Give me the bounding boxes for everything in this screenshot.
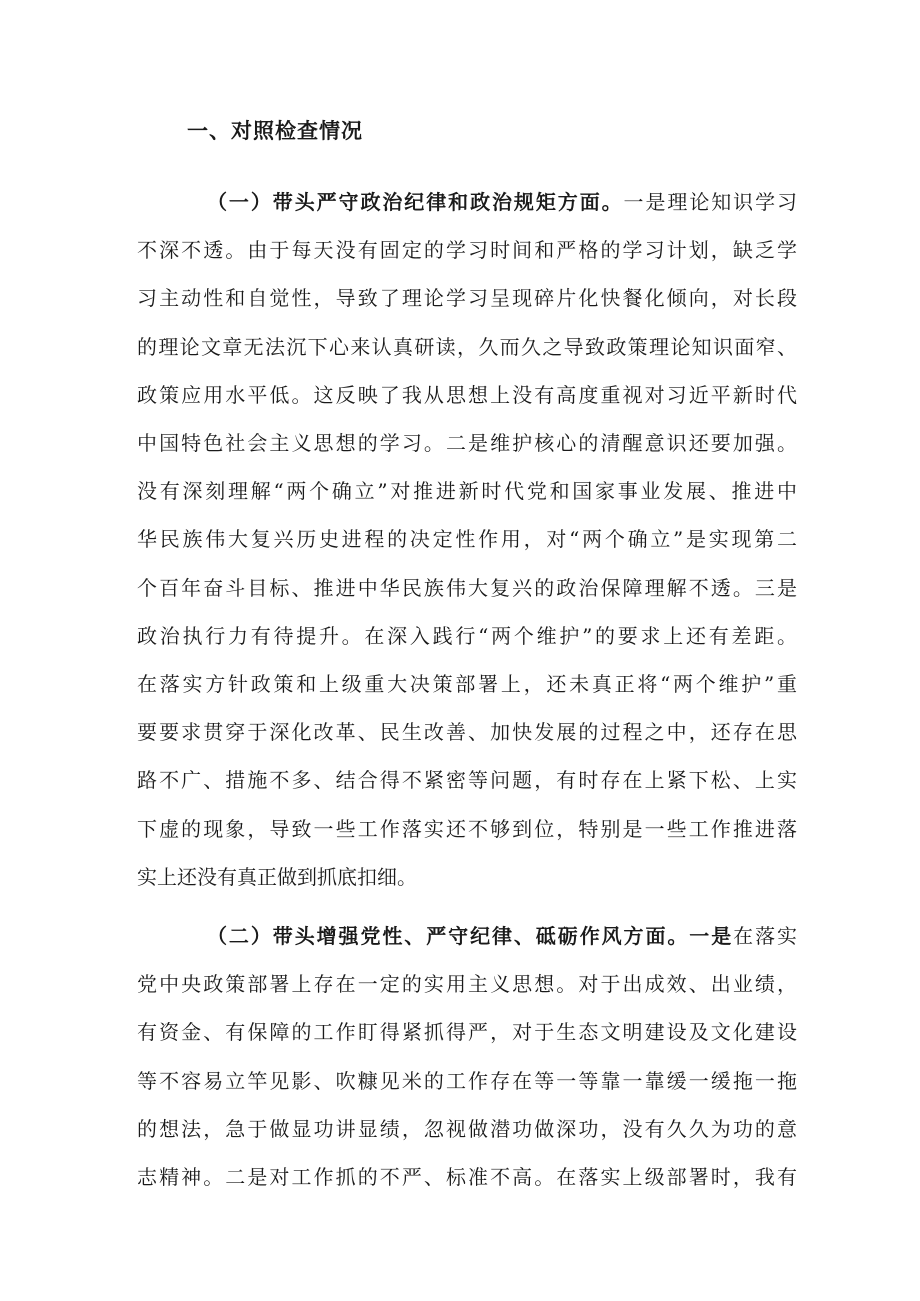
paragraph-line: 志精神。二是对工作抓的不严、标准不高。在落实上级部署时，我有 <box>137 1165 797 1190</box>
section-heading: 一、对照检查情况 <box>187 118 363 143</box>
paragraph-line: 中国特色社会主义思想的学习。二是维护核心的清醒意识还要加强。 <box>137 431 797 456</box>
paragraph-line: 有资金、有保障的工作盯得紧抓得严，对于生态文明建设及文化建设 <box>137 1020 797 1045</box>
paragraph-political-discipline <box>137 178 797 901</box>
paragraph-line: 要要求贯穿于深化改革、民生改善、加快发展的过程之中，还存在思 <box>137 720 797 745</box>
paragraph-line: 在落实方针政策和上级重大决策部署上，还未真正将“两个维护”重 <box>137 672 797 697</box>
paragraph-text: 在落实 <box>733 924 798 948</box>
paragraph-line: 政策应用水平低。这反映了我从思想上没有高度重视对习近平新时代 <box>137 382 797 407</box>
paragraph-party-spirit <box>137 912 797 1201</box>
paragraph-line: 下虚的现象，导致一些工作落实还不够到位，特别是一些工作推进落 <box>137 816 797 841</box>
paragraph-line: 等不容易立竿见影、吹糠见米的工作存在等一等靠一靠缓一缓拖一拖 <box>137 1068 797 1093</box>
paragraph-line <box>137 178 797 226</box>
paragraph-line: 的想法，急于做显功讲显绩，忽视做潜功做深功，没有久久为功的意 <box>137 1116 797 1141</box>
paragraph-line: 华民族伟大复兴历史进程的决定性作用，对“两个确立”是实现第二 <box>137 527 797 552</box>
paragraph-lead-bold: （一）带头严守政治纪律和政治规矩方面。 <box>207 190 624 214</box>
paragraph-line: 没有深刻理解“两个确立”对推进新时代党和国家事业发展、推进中 <box>137 479 797 504</box>
paragraph-line <box>137 912 797 960</box>
paragraph-line: 不深不透。由于每天没有固定的学习时间和严格的学习计划，缺乏学 <box>137 238 797 263</box>
paragraph-line: 的理论文章无法沉下心来认真研读，久而久之导致政策理论知识面窄、 <box>137 334 797 359</box>
paragraph-line: 路不广、措施不多、结合得不紧密等问题，有时存在上紧下松、上实 <box>137 768 797 793</box>
paragraph-line: 个百年奋斗目标、推进中华民族伟大复兴的政治保障理解不透。三是 <box>137 575 797 600</box>
paragraph-line: 党中央政策部署上存在一定的实用主义思想。对于出成效、出业绩， <box>137 972 797 997</box>
paragraph-text: 一是理论知识学习 <box>623 190 798 214</box>
paragraph-lead-bold: （二）带头增强党性、严守纪律、砥砺作风方面。一是 <box>207 924 734 948</box>
paragraph-line: 实上还没有真正做到抓底扣细。 <box>137 864 417 889</box>
paragraph-line: 政治执行力有待提升。在深入践行“两个维护”的要求上还有差距。 <box>137 623 797 648</box>
paragraph-line: 习主动性和自觉性，导致了理论学习呈现碎片化快餐化倾向，对长段 <box>137 286 797 311</box>
